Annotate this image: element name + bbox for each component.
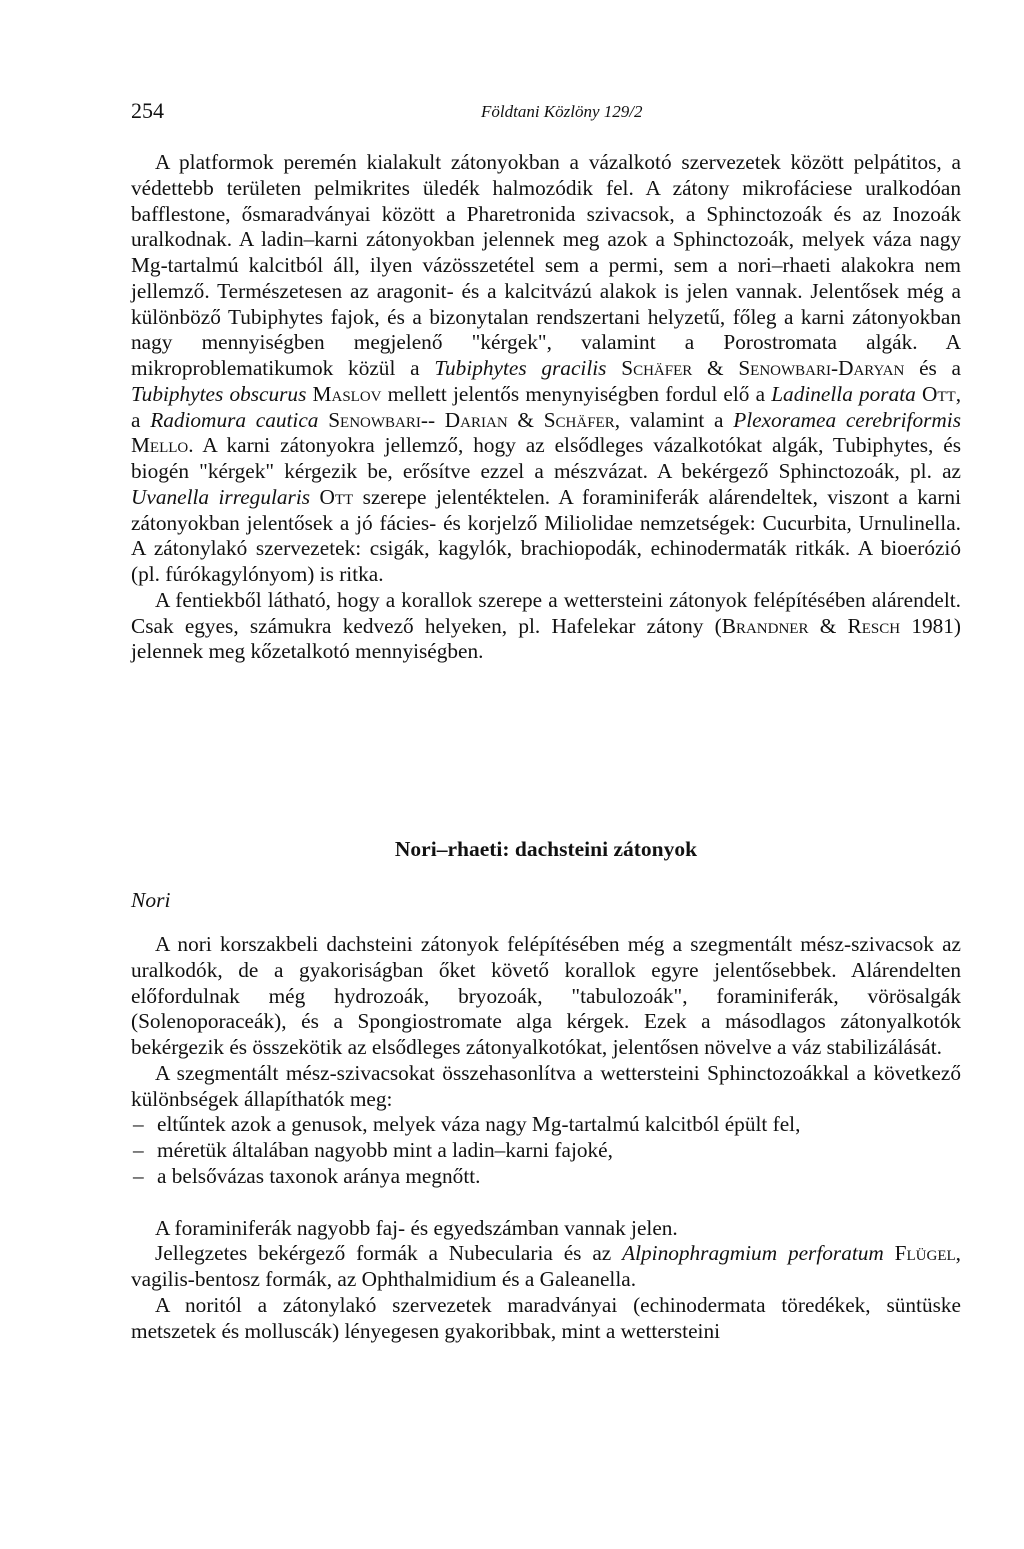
taxon-name: Alpinophragmium perforatum [622,1241,884,1266]
paragraph: A szegmentált mész-szivacsokat összehasonlítva a wettersteini Sphinctozoákkal a következő különbségek állapíthatók meg: [131,1060,961,1111]
list-item: – a belsővázas taxonok aránya megnőtt. [133,1163,481,1188]
taxon-name: Uvanella irregularis [131,484,311,509]
page-number: 254 [131,98,164,123]
dash-bullet: – [133,1138,144,1162]
paragraph: Jellegzetes bekérgező formák a Nubecularia és az Alpinophragmium perforatum Flügel, vagilis-bentosz formák, az Ophthalmidium és a Galeanella. [131,1241,961,1291]
author-name: Schäfer [543,407,615,432]
taxon-name: Plexoramea cerebriformis [733,407,961,432]
body-text-bottom [131,932,961,1344]
dash-bullet: – [133,1163,144,1188]
paragraph: A noritól a zátonylakó szervezetek maradványai (echinodermata töredékek, süntüske metszetek és molluscák) lényegesen gyakoribbak, mint a wettersteini [131,1292,961,1343]
section-heading: Nori–rhaeti: dachsteini zátonyok [394,837,698,861]
list-item: – méretük általában nagyobb mint a ladin–karni fajoké, [133,1138,613,1162]
taxon-name: Ladinella porata [771,381,916,406]
paragraph: A nori korszakbeli dachsteini zátonyok felépítésében még a szegmentált mész-szivacsok az uralkodók, de a gyakoriságban őket követő korallok egyre jelentősebbek. Alárendelten előfordulnak még hydrozoák, bryozoák, "tabulozoák", foraminiferák, vörösalgák (Solenoporaceák), és a Spongiostromate alga kérgek. Ezek a másodlagos zátonyalkotók bekérgezik és összekötik az elsődleges zátonyalkotókat, jelentősen növelve a váz stabilizálását. [131,932,961,1059]
paragraph: A foraminiferák nagyobb faj- és egyedszámban vannak jelen. [155,1215,678,1240]
taxon-name: Tubiphytes obscurus [131,381,307,406]
taxon-name: Tubiphytes gracilis [434,356,607,380]
running-header [131,98,961,128]
author-name: Senowbari-- Darian [328,407,508,432]
taxon-name: Radiomura cautica [150,407,319,432]
author-name: Mello [131,433,189,458]
list-item: – eltűntek azok a genusok, melyek váza nagy Mg-tartalmú kalcitból épült fel, [133,1112,801,1137]
subsection-side-heading: Nori [131,888,171,912]
paragraph: A platformok peremén kialakult zátonyokban a vázalkotó szervezetek között pelpátitos, a védettebb területen pelmikrites üledék halmozódik fel. A zátony mikrofáciese uralkodóan bafflestone, ősmaradványai között a Pharetronida szivacsok, a Sphinctozoák és az Inozoák uralkodnak. A ladin–karni zátonyokban jelennek meg azok a Sphinctozoák, melyek váza nagy Mg-tartalmú kalcitból áll, ilyen vázösszetétel sem a permi, sem a nori–rhaeti alakokra nem jellemző. Természetesen az aragonit- és a kalcitvázú alakok is jelen vannak. Jelentősek még a különböző Tubiphytes fajok, és a bizonytalan rendszertani helyzetű, főleg a karni zátonyokban nagy mennyiségben megjelenő "kérgek", valamint a Porostromata algák. A mikroproblematikumok közül a Tubiphytes gracilis Schäfer & Senowbari-Daryan és a Tubiphytes obscurus Maslov mellett jelentős menynyiségben fordul elő a Ladinella porata Ott, a Radiomura cautica Senowbari-- Darian & Schäfer, valamint a Plexoramea cerebriformis Mello. A karni zátonyokra jellemző, hogy az elsődleges vázalkotókat algák, Tubiphytes, és biogén "kérgek" kérgezik be, erősítve ezzel a mészvázat. A bekérgező Sphinctozoák, pl. az Uvanella irregularis Ott szerepe jelentéktelen. A foraminiferák alárendeltek, viszont a karni zátonyokban jelentősek a jó fácies- és korjelző Miliolidae nemzetségek: Cucurbita, Urnulinella. A zátonylakó szervezetek: csigák, kagylók, brachiopodák, echinodermaták ritkák. A bioerózió (pl. fúrókagylónyom) is ritka. [131,150,962,586]
author-name: Senowbari-Daryan [738,356,905,380]
author-name: Resch [847,613,901,638]
body-text-top [131,150,961,665]
difference-list [131,1112,961,1189]
author-name: Ott [319,484,354,509]
author-name: Flügel [894,1241,956,1266]
author-name: Brandner [721,613,809,638]
spacer [131,1190,961,1216]
journal-title: Földtani Közlöny 129/2 [481,102,643,121]
paragraph: A fentiekből látható, hogy a korallok szerepe a wettersteini zátonyok felépítésében alárendelt. Csak egyes, számukra kedvező helyeken, pl. Hafelekar zátony (Brandner & Resch 1981) jelennek meg kőzetalkotó mennyiségben. [131,587,962,664]
author-name: Ott [921,381,956,406]
author-name: Maslov [312,381,382,406]
author-name: Schäfer [621,356,693,380]
dash-bullet: – [133,1112,144,1137]
